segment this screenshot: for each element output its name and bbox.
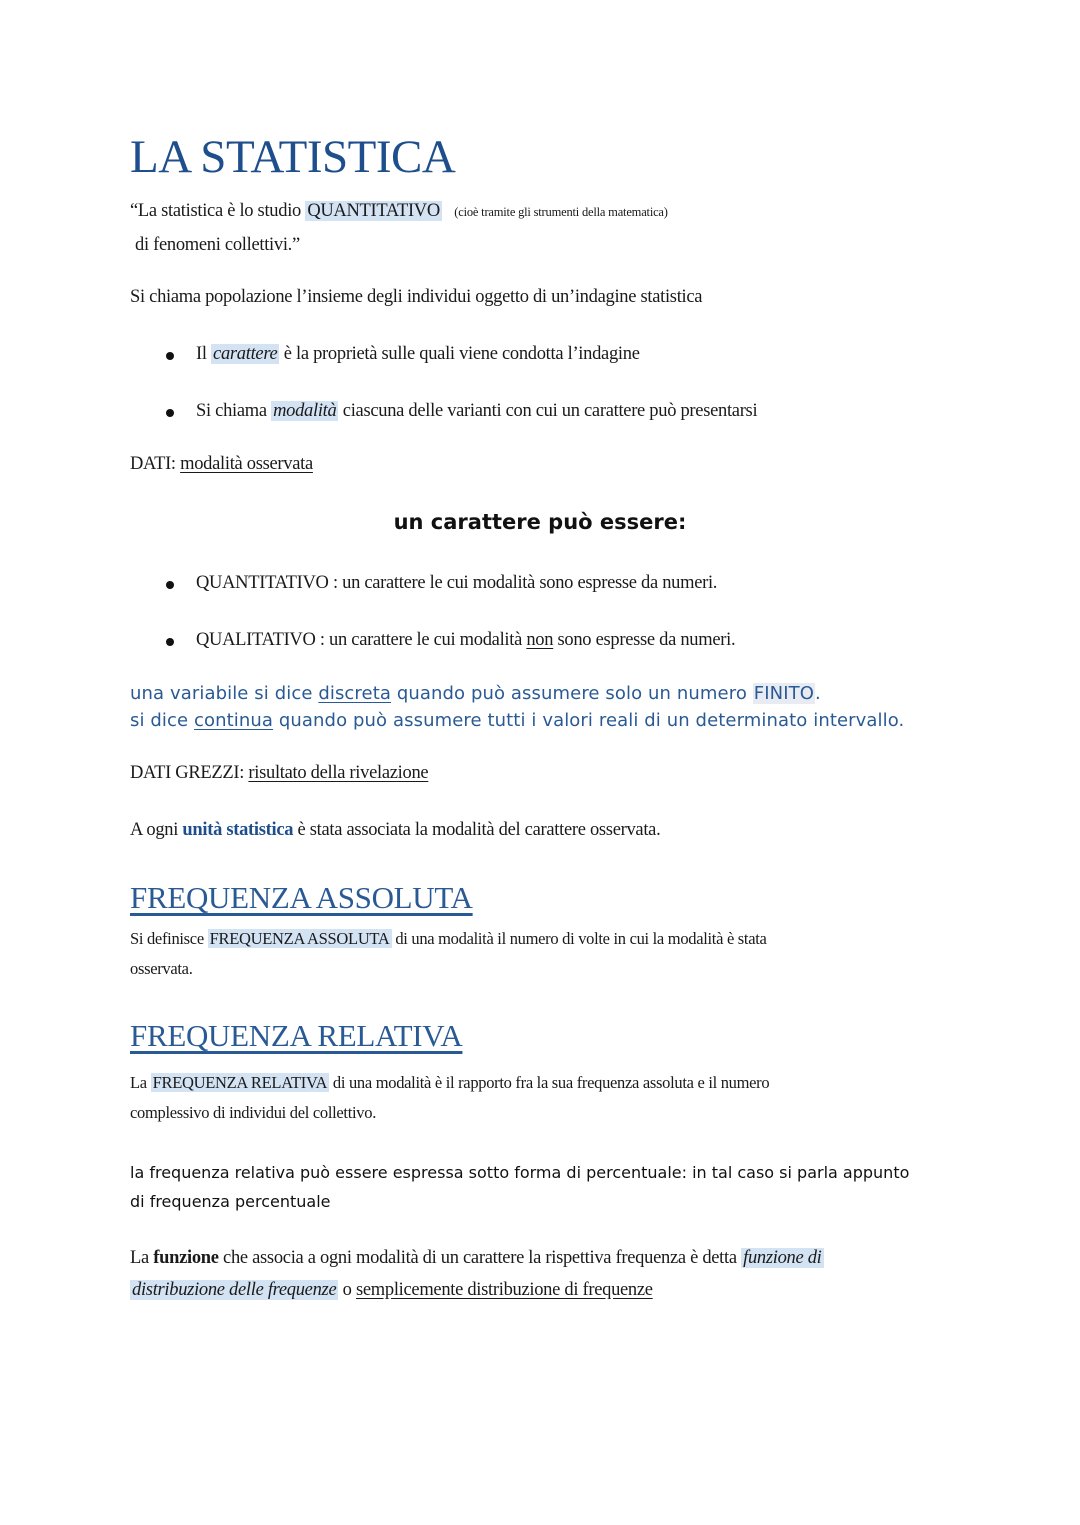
bullet-carattere [196,344,640,365]
subheading-carattere: un carattere può essere: [393,510,687,534]
text: o [338,1280,356,1300]
highlight-modalita: modalità [273,401,337,421]
text: una variabile si dice [130,683,319,704]
bullet-modalita [196,401,757,422]
bullet-icon [166,409,174,417]
percent-note-line-1: la frequenza relativa può essere espressa sotto forma di percentuale: in tal caso si parla appunto [130,1163,910,1182]
unit-statistica-line [130,820,660,841]
bullet-suffix: ciascuna delle varianti con cui un carattere può presentarsi [338,401,758,421]
text: A ogni [130,820,183,840]
highlight-distribuzione: distribuzione delle frequenze [132,1280,337,1300]
bullet-icon [166,581,174,589]
variable-discreta-line [130,683,821,704]
highlight-carattere: carattere [213,344,278,364]
freq-rel-line-1 [130,1073,769,1093]
variable-continua-line [130,710,904,731]
text: La [130,1248,154,1268]
highlight-quantitativo: QUANTITATIVO [307,201,440,221]
freq-abs-line-1 [130,929,767,949]
definition-note: (cioè tramite gli strumenti della matematica) [454,205,668,219]
bullet-icon [166,352,174,360]
highlight-frequenza-assoluta: FREQUENZA ASSOLUTA [209,929,390,948]
definition-line-2: di fenomeni collettivi.” [135,235,300,255]
text: La [130,1073,151,1092]
term-quantitativo: QUANTITATIVO [196,573,329,593]
text: di una modalità è il rapporto fra la sua frequenza assoluta e il numero [329,1073,770,1092]
dati-grezzi-label: DATI GREZZI: [130,763,249,783]
definition-line-1 [130,201,668,222]
highlight-frequenza-relativa: FREQUENZA RELATIVA [152,1073,328,1092]
text: è stata associata la modalità del carattere osservata. [293,820,661,840]
text: che associa a ogni modalità di un carattere la rispettiva frequenza è detta [218,1248,742,1268]
page-title: LA STATISTICA [130,131,456,183]
dati-value: modalità osservata [180,454,313,474]
function-line-2 [130,1280,653,1301]
term-description: : un carattere le cui modalità sono espresse da numeri. [328,573,718,593]
bold-funzione: funzione [153,1248,219,1268]
underlined-continua: continua [194,710,274,731]
term-description: : un carattere le cui modalità [315,630,527,650]
freq-rel-line-2: complessivo di individui del collettivo. [130,1103,377,1122]
dati-grezzi-line [130,763,428,784]
heading-frequenza-relativa: FREQUENZA RELATIVA [130,1018,463,1053]
function-line-1 [130,1248,824,1269]
population-definition: Si chiama popolazione l’insieme degli individui oggetto di un’indagine statistica [130,287,703,307]
text: . [814,683,821,704]
text: di una modalità il numero di volte in cui la modalità è stata [391,929,767,948]
definition-prefix: “La statistica è lo studio [130,201,306,221]
dati-grezzi-value: risultato della rivelazione [248,763,429,783]
term-description-end: sono espresse da numeri. [553,630,736,650]
text: Si definisce [130,929,208,948]
bullet-prefix: Si chiama [196,401,272,421]
underlined-distribuzione: semplicemente distribuzione di frequenze [355,1280,653,1300]
text: si dice [130,710,195,731]
percent-note-line-2: di frequenza percentuale [130,1192,331,1211]
bullet-icon [166,638,174,646]
term-qualitativo: QUALITATIVO [196,630,316,650]
bullet-quantitativo [196,573,717,594]
bold-unita-statistica: unità statistica [182,820,294,840]
bullet-qualitativo [196,630,735,651]
dati-line [130,454,313,475]
dati-label: DATI: [130,454,181,474]
underlined-non: non [526,630,554,650]
highlight-funzione-di: funzione di [743,1248,822,1268]
underlined-discreta: discreta [318,683,391,704]
bullet-suffix: è la proprietà sulle quali viene condotta l’indagine [279,344,640,364]
text: quando può assumere solo un numero [391,683,753,704]
bullet-prefix: Il [196,344,212,364]
freq-abs-line-2: osservata. [130,959,193,978]
highlight-finito: FINITO [753,683,814,704]
heading-frequenza-assoluta: FREQUENZA ASSOLUTA [130,880,473,915]
text: quando può assumere tutti i valori reali di un determinato intervallo. [273,710,905,731]
